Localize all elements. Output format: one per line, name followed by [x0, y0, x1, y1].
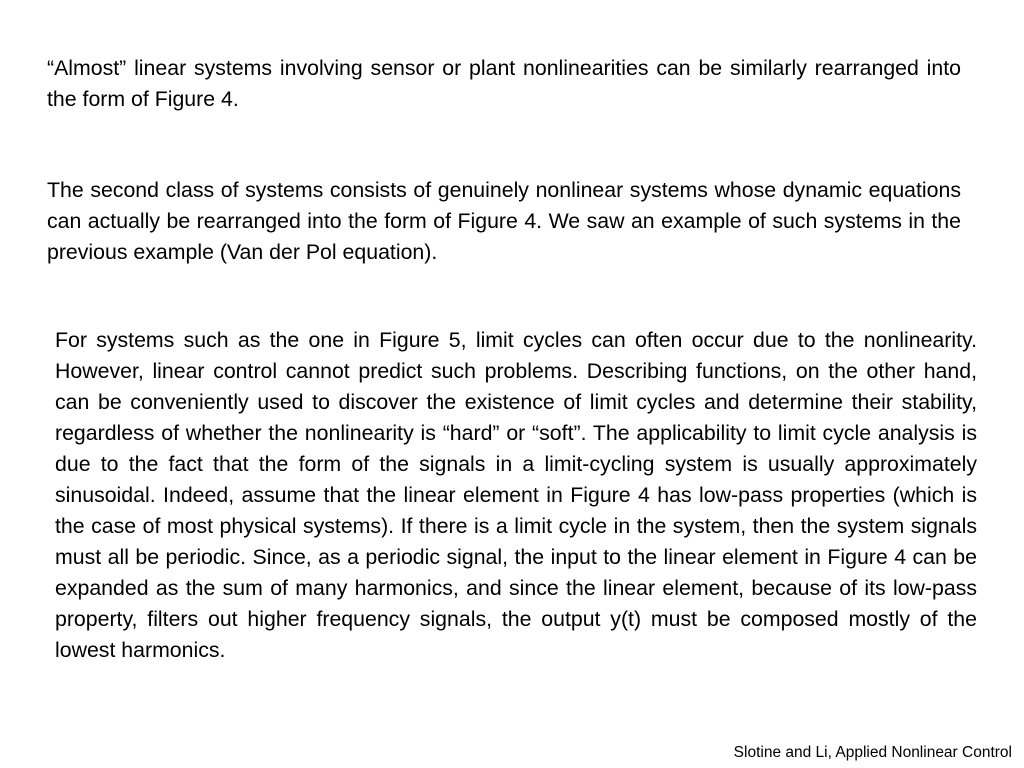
paragraph-second-class-systems: The second class of systems consists of genuinely nonlinear systems whose dynamic equations can actually be rearranged into the form of Figure 4. We saw an example of such systems in the previous example (Van der Pol equation).: [47, 178, 961, 264]
paragraph-almost-linear-systems: “Almost” linear systems involving sensor or plant nonlinearities can be similarly rearranged into the form of Figure 4.: [47, 56, 961, 111]
paragraph-limit-cycle-analysis: For systems such as the one in Figure 5, limit cycles can often occur due to the nonlinearity. However, linear control cannot predict such problems. Describing functions, on the other hand, can be conveniently used to discover the existence of limit cycles and determine their stability, regardless of whether the nonlinearity is “hard” or “soft”. The applicability to limit cycle analysis is due to the fact that the form of the signals in a limit-cycling system is usually approximately sinusoidal. Indeed, assume that the linear element in Figure 4 has low-pass properties (which is the case of most physical systems). If there is a limit cycle in the system, then the system signals must all be periodic. Since, as a periodic signal, the input to the linear element in Figure 4 can be expanded as the sum of many harmonics, and since the linear element, because of its low-pass property, filters out higher frequency signals, the output y(t) must be composed mostly of the lowest harmonics.: [55, 328, 977, 662]
footer-citation: Slotine and Li, Applied Nonlinear Control: [733, 744, 1012, 761]
